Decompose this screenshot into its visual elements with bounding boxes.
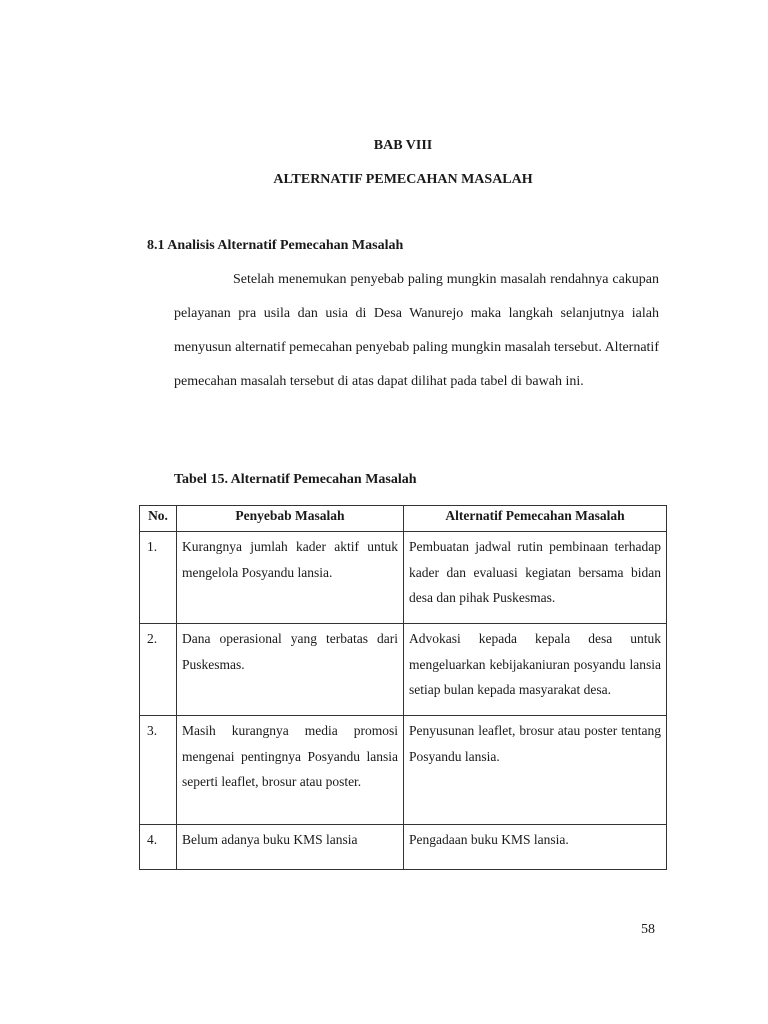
chapter-title: ALTERNATIF PEMECAHAN MASALAH — [273, 172, 533, 187]
table-row — [140, 624, 667, 716]
chapter-number: BAB VIII — [373, 138, 433, 153]
row-alternative: Penyusunan leaflet, brosur atau poster tentang Posyandu lansia. — [404, 716, 667, 825]
section-heading: 8.1 Analisis Alternatif Pemecahan Masalah — [147, 238, 404, 253]
table-header-row — [140, 506, 667, 532]
table-row — [140, 716, 667, 825]
table-row — [140, 825, 667, 870]
row-cause: Kurangnya jumlah kader aktif untuk mengelola Posyandu lansia. — [177, 532, 404, 624]
row-number: 2. — [140, 624, 177, 716]
table-row — [140, 532, 667, 624]
row-alternative: Advokasi kepada kepala desa untuk mengeluarkan kebijakaniuran posyandu lansia setiap bulan kepada masyarakat desa. — [404, 624, 667, 716]
row-alternative: Pengadaan buku KMS lansia. — [404, 825, 667, 870]
header-alternative: Alternatif Pemecahan Masalah — [404, 506, 667, 532]
table-caption: Tabel 15. Alternatif Pemecahan Masalah — [174, 472, 417, 487]
body-paragraph: Setelah menemukan penyebab paling mungkin masalah rendahnya cakupan pelayanan pra usila dan usia di Desa Wanurejo maka langkah selanjutnya ialah menyusun alternatif pemecahan penyebab paling mungkin masalah tersebut. Alternatif pemecahan masalah tersebut di atas dapat dilihat pada tabel di bawah ini. — [174, 272, 659, 389]
page-number: 58 — [641, 922, 655, 937]
row-alternative: Pembuatan jadwal rutin pembinaan terhadap kader dan evaluasi kegiatan bersama bidan desa dan pihak Puskesmas. — [404, 532, 667, 624]
row-number: 4. — [140, 825, 177, 870]
row-number: 1. — [140, 532, 177, 624]
problem-solution-table — [139, 505, 667, 870]
row-cause: Dana operasional yang terbatas dari Puskesmas. — [177, 624, 404, 716]
row-cause: Belum adanya buku KMS lansia — [177, 825, 404, 870]
row-cause: Masih kurangnya media promosi mengenai pentingnya Posyandu lansia seperti leaflet, brosur atau poster. — [177, 716, 404, 825]
header-cause: Penyebab Masalah — [177, 506, 404, 532]
header-no: No. — [140, 506, 177, 532]
row-number: 3. — [140, 716, 177, 825]
